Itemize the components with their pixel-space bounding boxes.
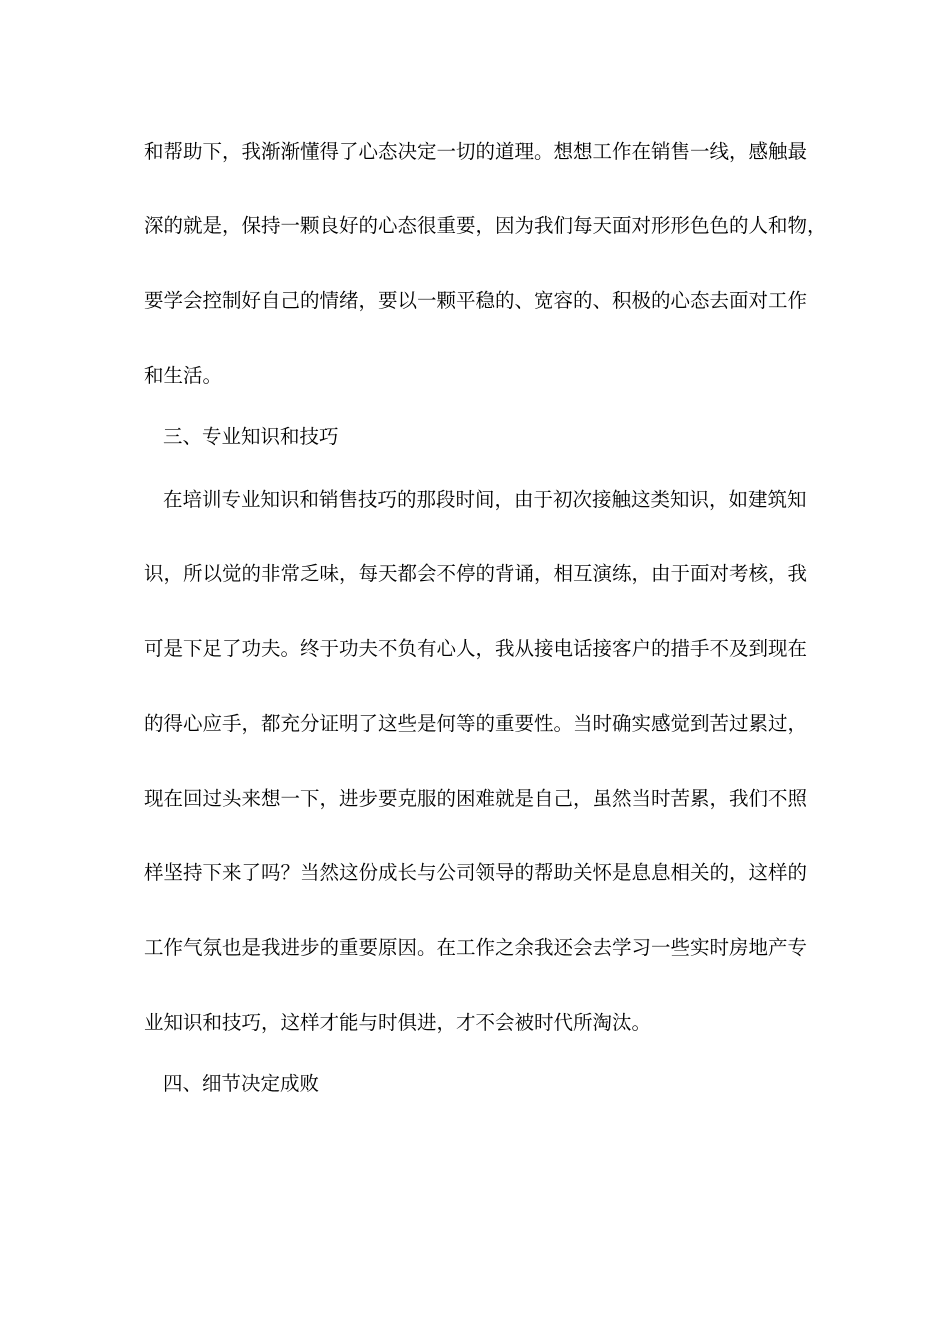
paragraph-line: 识，所以觉的非常乏味，每天都会不停的背诵，相互演练，由于面对考核，我 [144, 562, 808, 585]
paragraph-line: 可是下足了功夫。终于功夫不负有心人，我从接电话接客户的措手不及到现在 [144, 637, 808, 660]
paragraph-line: 深的就是，保持一颗良好的心态很重要，因为我们每天面对形形色色的人和物， [144, 214, 827, 237]
paragraph-line: 样坚持下来了吗？当然这份成长与公司领导的帮助关怀是息息相关的，这样的 [144, 861, 808, 884]
paragraph-line: 要学会控制好自己的情绪，要以一颗平稳的、宽容的、积极的心态去面对工作 [144, 289, 808, 312]
paragraph-line: 和帮助下，我渐渐懂得了心态决定一切的道理。想想工作在销售一线，感触最 [144, 140, 808, 163]
paragraph-line: 的得心应手，都充分证明了这些是何等的重要性。当时确实感觉到苦过累过， [144, 712, 808, 735]
paragraph-line: 业知识和技巧，这样才能与时俱进，才不会被时代所淘汰。 [144, 1011, 652, 1034]
paragraph-line: 在培训专业知识和销售技巧的那段时间，由于初次接触这类知识，如建筑知 [163, 488, 807, 511]
section-heading-4: 四、细节决定成败 [163, 1072, 320, 1095]
paragraph-line: 现在回过头来想一下，进步要克服的困难就是自己，虽然当时苦累，我们不照 [144, 787, 808, 810]
section-heading-3: 三、专业知识和技巧 [163, 425, 339, 448]
paragraph-line: 工作气氛也是我进步的重要原因。在工作之余我还会去学习一些实时房地产专 [144, 936, 808, 959]
paragraph-line: 和生活。 [144, 364, 223, 387]
